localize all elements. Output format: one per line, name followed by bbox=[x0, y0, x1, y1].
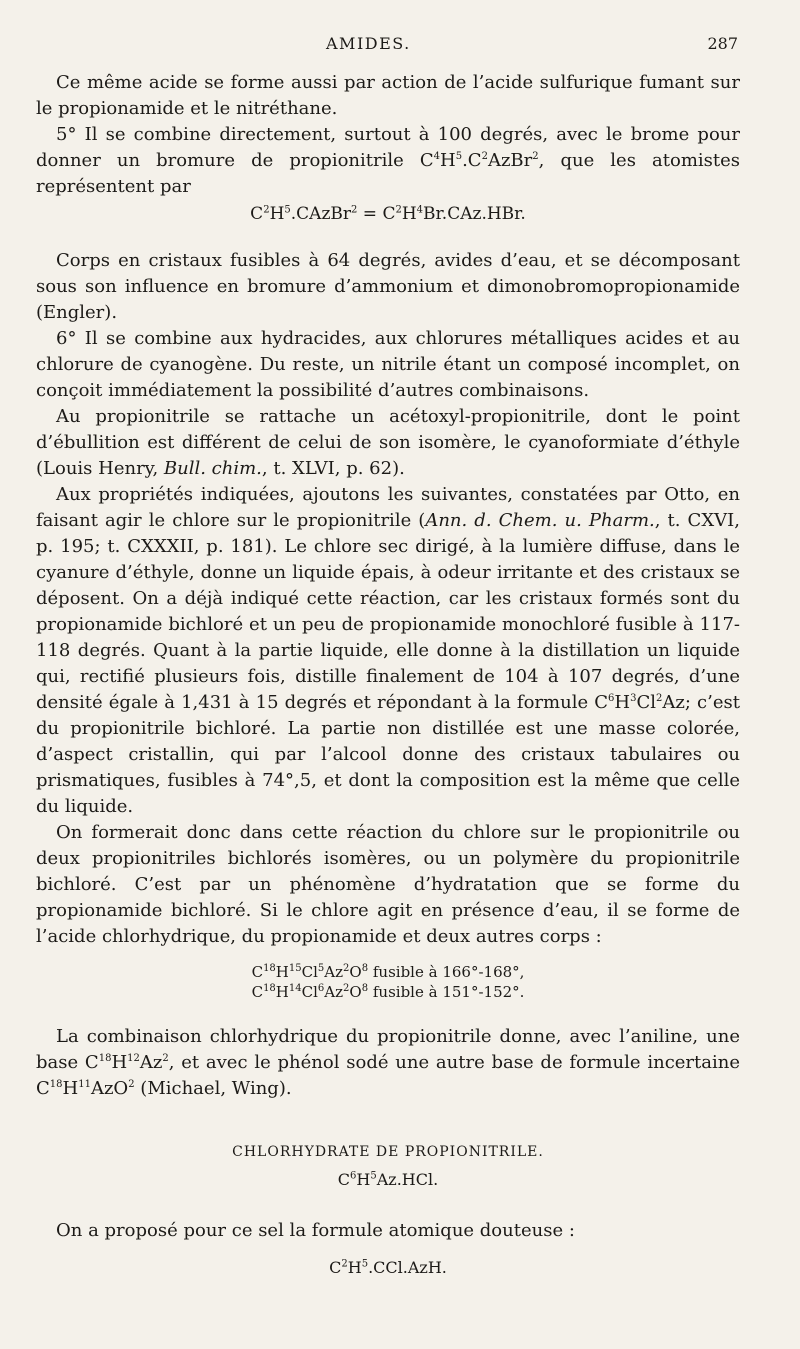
paragraph-crystals: Corps en cristaux fusibles à 64 degrés, avides d’eau, et se décomposant sous son influence en bromure d’ammonium et dimonobromopropionamide (Engler). bbox=[36, 250, 740, 323]
paragraph-atomic-formula: On a proposé pour ce sel la formule atomique douteuse : bbox=[56, 1220, 575, 1241]
page-header bbox=[0, 34, 800, 56]
formula-bromide: $C^2H^5.CAzBr^2 = C^2H^4Br.CAz.HBr$. bbox=[250, 204, 526, 224]
paragraph-aniline: La combinaison chlorhydrique du propionitrile donne, avec l’aniline, une base $C^{18}H^{12}Az^2$, et avec le phénol sodé une autre base de formule incertaine $C^{18}H^{11}AzO^2$ (Michael, Wing). bbox=[36, 1026, 740, 1099]
paragraph-otto-chlorine: Aux propriétés indiquées, ajoutons les suivantes, constatées par Otto, en faisant agir le chlore sur le propionitrile (Ann. d. Chem. u. Pharm., t. CXVI, p. 195; t. CXXXII, p. 181). Le chlore sec dirigé, à la lumière diffuse, dans le cyanure d’éthyle, donne un liquide épais, à odeur irritante et des cristaux se déposent. On a déjà indiqué cette réaction, car les cristaux formés sont du propionamide bichloré et un peu de propionamide monochloré fusible à 117-118 degrés. Quant à la partie liquide, elle donne à la distillation un liquide qui, rectifié plusieurs fois, distille finalement de 104 à 107 degrés, d’une densité égale à 1,431 à 15 degrés et répondant à la formule $C^6H^3Cl^2Az$; c’est du propionitrile bichloré. La partie non distillée est une masse colorée, d’aspect cristallin, qui par l’alcool donne des cristaux tabulaires ou prismatiques, fusibles à 74°,5, et dont la composition est la même que celle du liquide. bbox=[36, 484, 740, 817]
paragraph-acetoxyl: Au propionitrile se rattache un acétoxyl-propionitrile, dont le point d’ébullition est différent de celui de son isomère, le cyanoformiate d’éthyle (Louis Henry, Bull. chim., t. XLVI, p. 62). bbox=[36, 406, 740, 479]
formula-hydrochloride: $C^6H^5Az.HCl$. bbox=[337, 1170, 439, 1189]
paragraph-bromine: 5° Il se combine directement, surtout à 100 degrés, avec le brome pour donner un bromure de propionitrile $C^4H^5.C^2AzBr^2$, que les atomistes représentent par bbox=[36, 124, 740, 197]
body-text bbox=[36, 70, 740, 1280]
paragraph-isomers: On formerait donc dans cette réaction du chlore sur le propionitrile ou deux propionitriles bichlorés isomères, ou un polymère du propionitrile bichloré. C’est par un phénomène d’hydratation que se forme du propionamide bichloré. Si le chlore agit en présence d’eau, il se forme de l’acide chlorhydrique, du propionamide et deux autres corps : bbox=[36, 822, 740, 947]
section-title: CHLORHYDRATE DE PROPIONITRILE. bbox=[232, 1144, 544, 1160]
page-number: 287 bbox=[707, 34, 738, 53]
paragraph-acid-formation: Ce même acide se forme aussi par action de l’acide sulfurique fumant sur le propionamide et le nitréthane. bbox=[36, 72, 740, 119]
formula-block-chlorinated bbox=[36, 962, 740, 1002]
formula-atomic: $C^2H^5.CCl.AzH$. bbox=[329, 1258, 447, 1277]
paragraph-hydracids: 6° Il se combine aux hydracides, aux chlorures métalliques acides et au chlorure de cyanogène. Du reste, un nitrile étant un composé incomplet, on conçoit immédiatement la possibilité d’autres combinaisons. bbox=[36, 328, 740, 401]
running-title: AMIDES. bbox=[326, 34, 411, 53]
citation-ann-chem: Ann. d. Chem. u. Pharm. bbox=[425, 510, 655, 531]
formula-line-2: $C^{18}H^{14}Cl^6Az^2O^8$ fusible à 151°-152°. bbox=[251, 983, 525, 1001]
formula-line-1: $C^{18}H^{15}Cl^5Az^2O^8$ fusible à 166°-168°, bbox=[251, 963, 525, 981]
citation-bull-chim: Bull. chim. bbox=[163, 458, 262, 479]
